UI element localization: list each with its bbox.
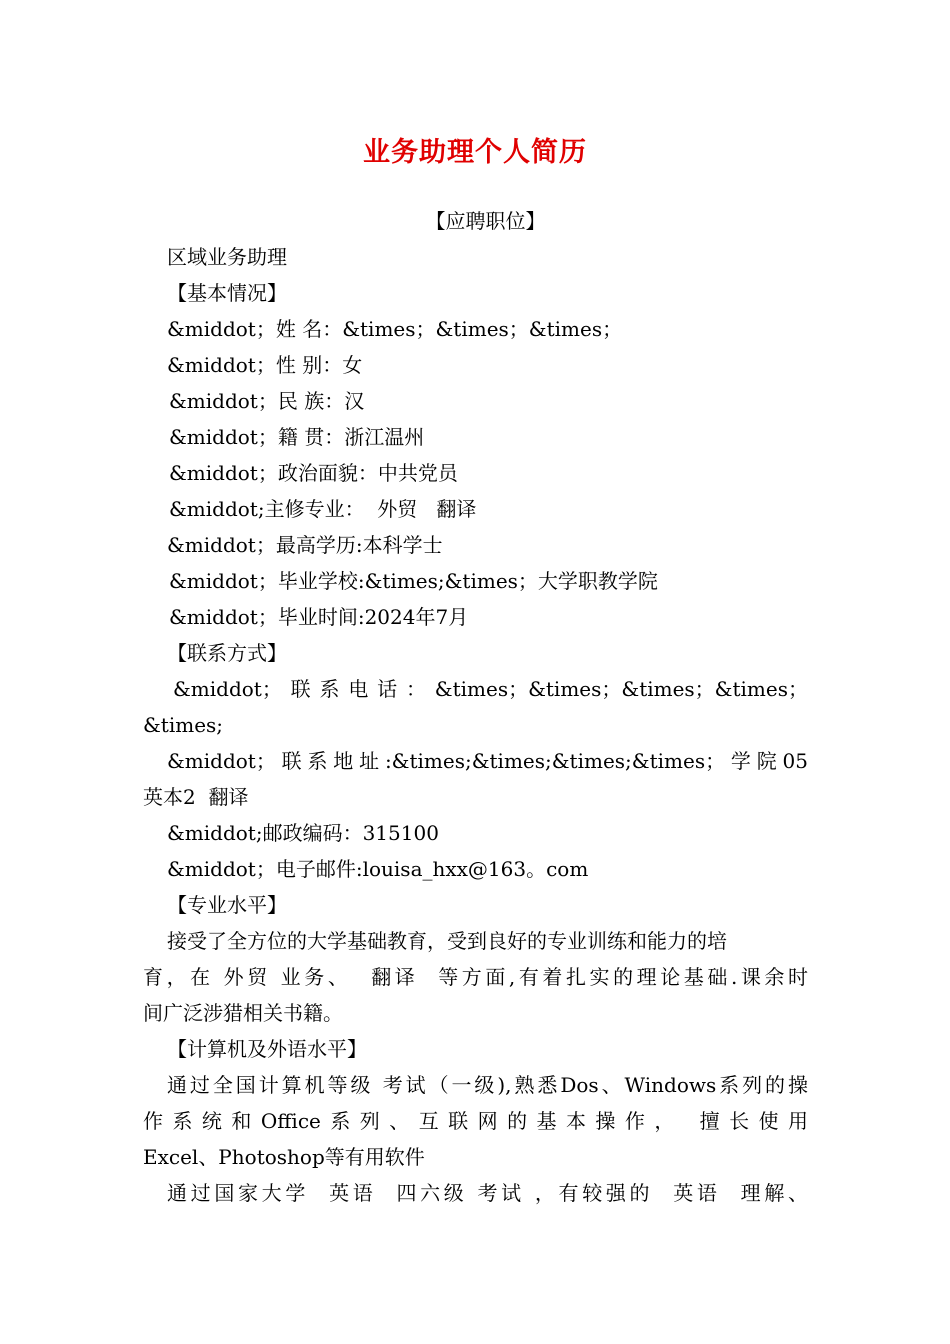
computer-text-line1: 通过全国计算机等级 考试（一级),熟悉Dos、Windows系列的操	[167, 1073, 808, 1097]
section-header-contact: 【联系方式】	[167, 641, 287, 665]
basic-degree: &middot；最高学历:本科学士	[167, 533, 443, 557]
basic-graduation: &middot；毕业时间:2024年7月	[169, 605, 469, 629]
basic-name: &middot；姓 名：&times；&times；&times；	[167, 317, 623, 341]
basic-gender: &middot；性 别：女	[167, 353, 363, 377]
resume-body	[143, 203, 808, 1211]
computer-text-line3: Excel、Photoshop等有用软件	[143, 1145, 425, 1169]
section-header-computer-language: 【计算机及外语水平】	[167, 1037, 367, 1061]
basic-major: &middot;主修专业： 外贸 翻译	[169, 497, 477, 521]
contact-address-line1: &middot；联系地址:&times;&times;&times;&times；学院05	[167, 749, 808, 773]
document-title: 业务助理个人简历	[363, 137, 587, 168]
language-text-line1: 通过国家大学 英语 四六级 考试 ，有较强的 英语 理解、	[167, 1181, 808, 1205]
professional-text-line2: 育，在 外贸 业务、 翻译 等方面,有着扎实的理论基础.课余时	[143, 965, 808, 989]
position-value: 区域业务助理	[167, 245, 287, 269]
section-header-position: 【应聘职位】	[425, 209, 546, 233]
section-header-professional: 【专业水平】	[167, 893, 287, 917]
contact-phone-line1: &middot；联系电话：&times；&times；&times；&times；	[173, 677, 808, 701]
professional-text-line3: 间广泛涉猎相关书籍。	[143, 1001, 343, 1025]
computer-text-line2: 作系统和Office系列、互联网的基本操作， 擅长使用	[143, 1109, 808, 1133]
professional-text-line1: 接受了全方位的大学基础教育，受到良好的专业训练和能力的培	[167, 929, 727, 953]
basic-ethnicity: &middot；民 族：汉	[169, 389, 365, 413]
contact-zip: &middot;邮政编码：315100	[167, 821, 439, 845]
contact-email: &middot；电子邮件:louisa_hxx@163。com	[167, 857, 589, 881]
contact-phone-line2: &times;	[143, 713, 224, 737]
basic-school: &middot；毕业学校:&times;&times；大学职教学院	[169, 569, 658, 593]
basic-hometown: &middot；籍 贯：浙江温州	[169, 425, 425, 449]
section-header-basic: 【基本情况】	[167, 281, 287, 305]
contact-address-line2: 英本2 翻译	[143, 785, 249, 809]
basic-political-status: &middot；政治面貌：中共党员	[169, 461, 458, 485]
